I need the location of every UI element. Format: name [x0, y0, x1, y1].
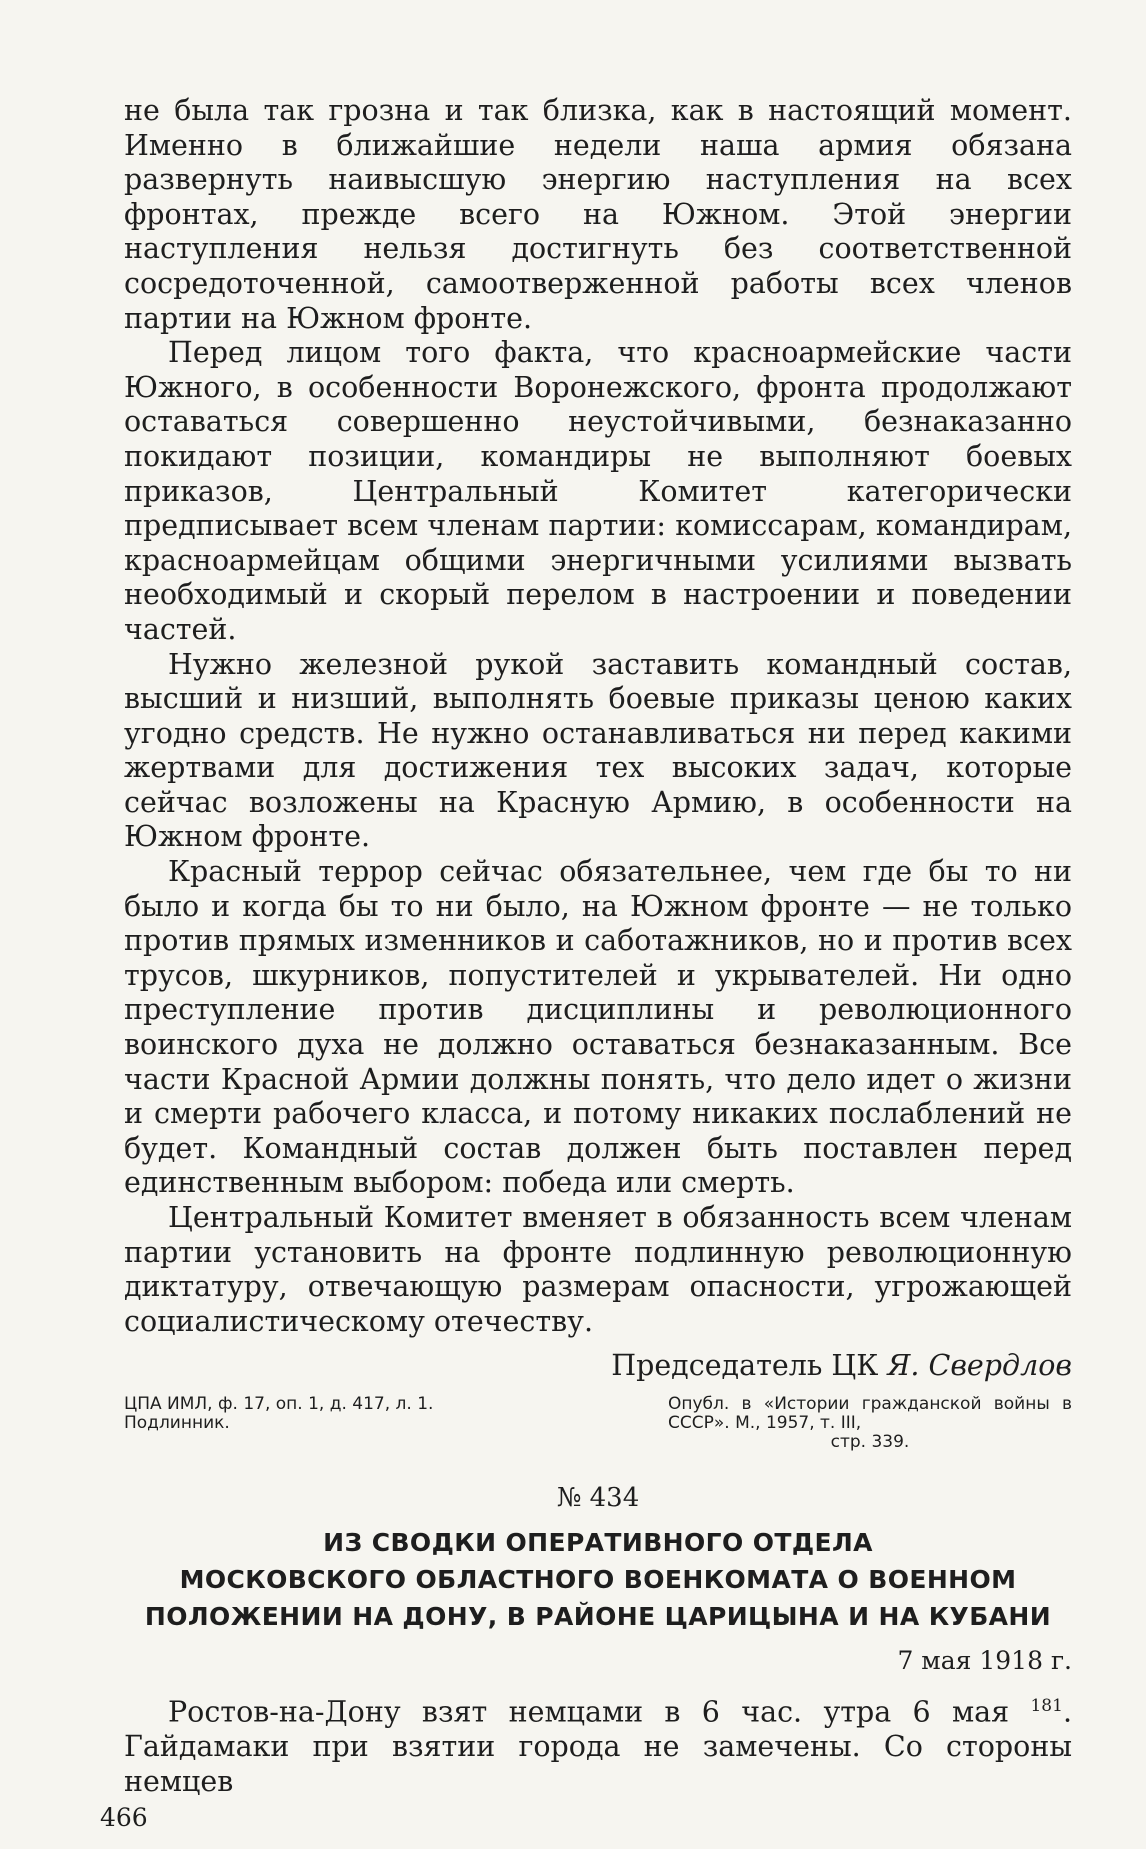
paragraph-1: не была так грозна и так близка, как в настоящий момент. Именно в ближайшие недели наша армия обязана развернуть наивысшую энергию наступления на всех фронтах, прежде всего на Южном. Этой энергии наступления нельзя достигнуть без соответственной сосредоточенной, самоотверженной работы всех членов партии на Южном фронте.	[124, 94, 1072, 335]
publication-text: Опубл. в «Истории гражданской войны в СССР». М., 1957, т. III,	[668, 1394, 1072, 1434]
paragraph-5: Центральный Комитет вменяет в обязанность всем членам партии установить на фронте подлинную революционную диктатуру, отвечающую размерам опасности, угрожающей социалистическому отечеству.	[124, 1201, 1072, 1338]
publication-reference	[668, 1395, 1072, 1452]
paragraph-4: Красный террор сейчас обязательнее, чем где бы то ни было и когда бы то ни было, на Южном фронте — не только против прямых изменников и саботажников, но и против всех трусов, шкурников, попустителей и укрывателей. Ни одно преступление против дисциплины и революционного воинского духа не должно оставаться безнаказанным. Все части Красной Армии должны понять, что дело идет о жизни и смерти рабочего класса, и потому никаких послаблений не будет. Командный состав должен быть поставлен перед единственным выбором: победа или смерть.	[124, 855, 1072, 1200]
document-page	[124, 94, 1072, 1800]
paragraph-3: Нужно железной рукой заставить командный состав, высший и низший, выполнять боевые приказы ценою каких угодно средств. Не нужно останавливаться ни перед какими жертвами для достижения тех высоких задач, которые сейчас возложены на Красную Армию, в особенности на Южном фронте.	[124, 647, 1072, 854]
report-text-2: . Гайдамаки при взятии города не замечены. Со стороны немцев	[124, 1695, 1072, 1799]
heading-line-1: ИЗ СВОДКИ ОПЕРАТИВНОГО ОТДЕЛА	[323, 1528, 873, 1558]
report-text-1: Ростов-на-Дону взят немцами в 6 час. утра 6 мая	[168, 1695, 1010, 1729]
document-heading	[124, 1524, 1072, 1635]
publication-page: стр. 339.	[830, 1432, 910, 1453]
footnote-mark: 181	[1030, 1696, 1063, 1717]
page-number: 466	[100, 1803, 148, 1832]
report-body	[124, 1689, 1072, 1799]
heading-line-3: ПОЛОЖЕНИИ НА ДОНУ, В РАЙОНЕ ЦАРИЦЫНА И НА КУБАНИ	[144, 1602, 1052, 1632]
signature	[124, 1349, 1072, 1383]
document-date: 7 мая 1918 г.	[897, 1646, 1072, 1676]
archive-reference: ЦПА ИМЛ, ф. 17, оп. 1, д. 417, л. 1. Подлинник.	[124, 1394, 434, 1434]
archive-references	[124, 1395, 1072, 1452]
paragraph-2: Перед лицом того факта, что красноармейские части Южного, в особенности Воронежского, фронта продолжают оставаться совершенно неустойчивыми, безнаказанно покидают позиции, командиры не выполняют боевых приказов, Центральный Комитет категорически предписывает всем членам партии: комиссарам, командирам, красноармейцам общими энергичными усилиями вызвать необходимый и скорый перелом в настроении и поведении частей.	[124, 336, 1072, 646]
document-number: № 434	[556, 1483, 640, 1514]
signature-title: Председатель ЦК	[611, 1349, 879, 1383]
heading-line-2: МОСКОВСКОГО ОБЛАСТНОГО ВОЕНКОМАТА О ВОЕННОМ	[179, 1565, 1017, 1595]
signature-name: Я. Свердлов	[887, 1349, 1072, 1383]
